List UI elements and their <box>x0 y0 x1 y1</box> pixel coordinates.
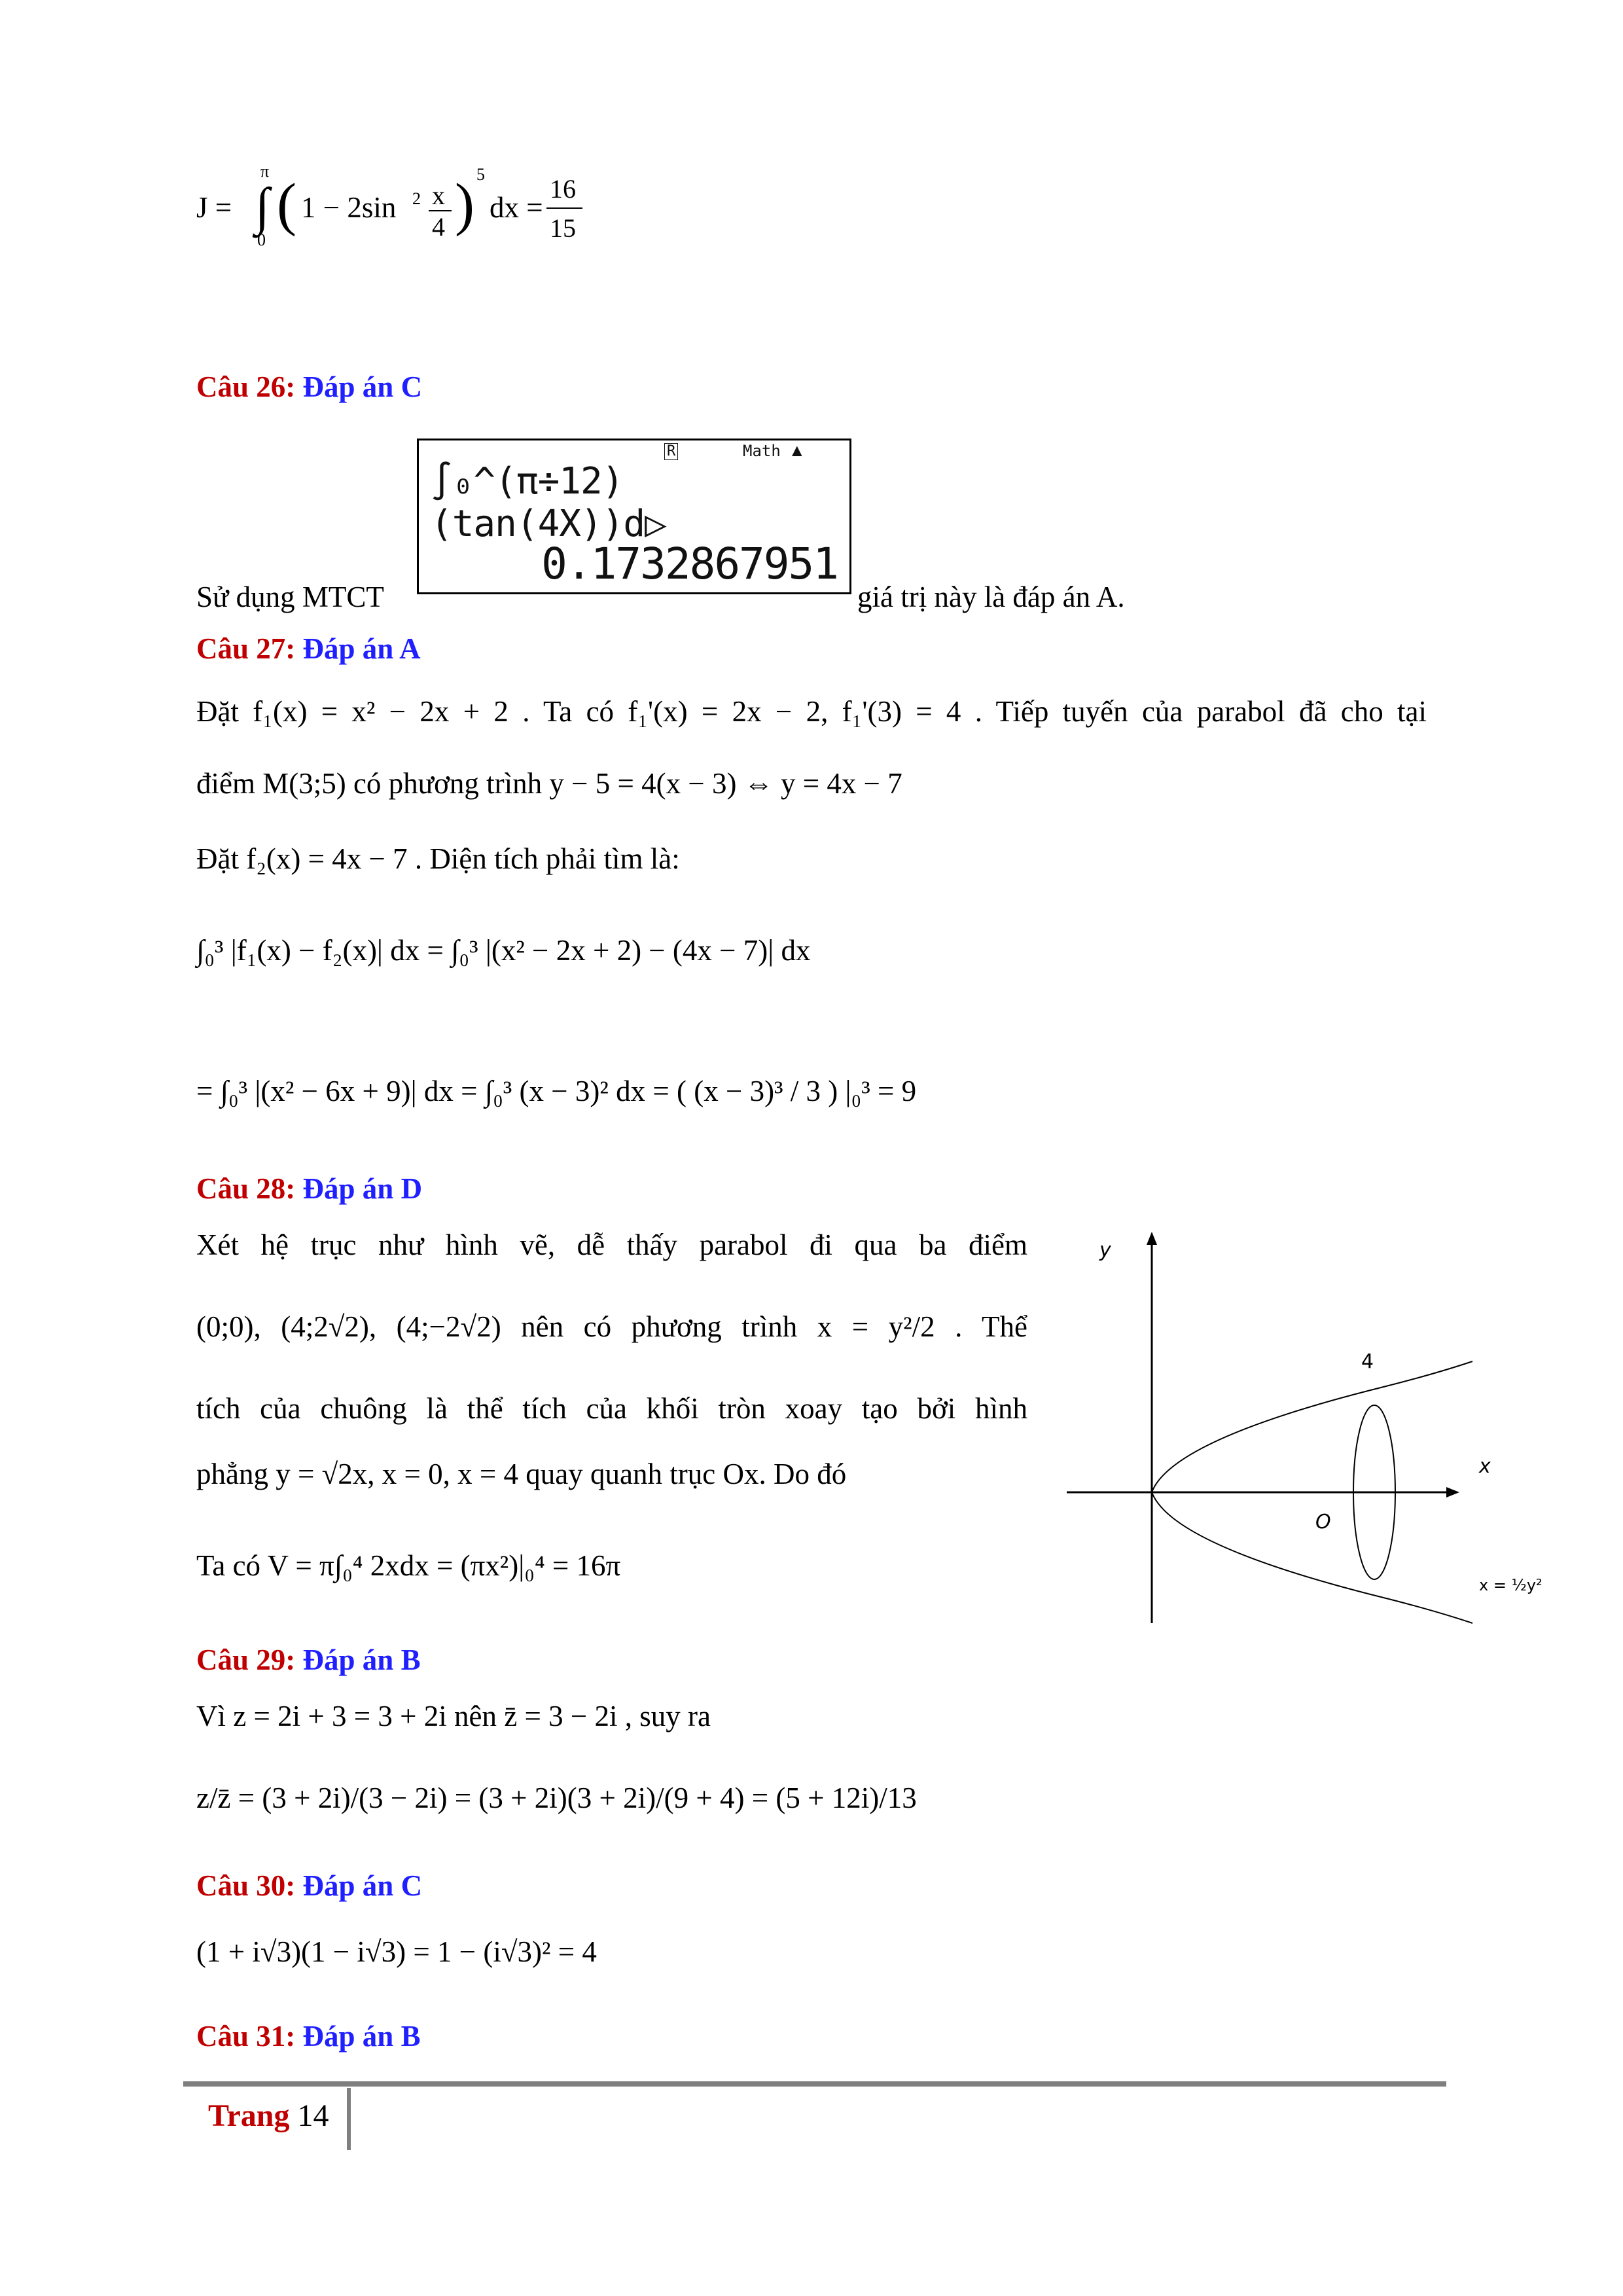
question-28-number: Câu 28: <box>196 1172 296 1205</box>
svg-text:0: 0 <box>257 230 266 249</box>
q28-line-4: phẳng y = √2x, x = 0, x = 4 quay quanh trục Ox. Do đó <box>196 1458 847 1490</box>
calculator-indicator: R <box>664 443 678 460</box>
parabola-upper <box>1152 1361 1472 1492</box>
origin-label: O <box>1315 1511 1331 1534</box>
parabola-figure <box>1067 1230 1577 1636</box>
calculator-result: 0.1732867951 <box>541 539 838 589</box>
page-number <box>208 2098 329 2134</box>
y-axis-label: y <box>1099 1239 1111 1262</box>
question-27-answer: Đáp án A <box>302 632 421 665</box>
question-26-answer: Đáp án C <box>302 370 423 403</box>
question-30-answer: Đáp án C <box>302 1869 423 1902</box>
svg-text:5: 5 <box>476 165 485 184</box>
question-30-number: Câu 30: <box>196 1869 296 1902</box>
parabola-lower <box>1152 1492 1472 1623</box>
curve-equation-label: x = ½y² <box>1479 1576 1543 1594</box>
calculator-mode-arrow: ▲ <box>792 440 802 460</box>
svg-text:dx =: dx = <box>490 191 543 224</box>
svg-text:15: 15 <box>550 213 576 243</box>
q27-formula-2: = ∫₀³ |(x² − 6x + 9)| dx = ∫₀³ (x − 3)² dx = ( (x − 3)³ / 3 ) |₀³ = 9 <box>196 1075 917 1107</box>
parabola-figure-svg <box>1067 1230 1577 1636</box>
svg-text:π: π <box>260 164 270 181</box>
calculator-mode: Math <box>743 442 781 460</box>
q27-formula-1: ∫₀³ |f₁(x) − f₂(x)| dx = ∫₀³ |(x² − 2x + 2) − (4x − 7)| dx <box>196 934 811 967</box>
q27-line-2: điểm M(3;5) có phương trình y − 5 = 4(x − 3) ⇔ y = 4x − 7 <box>196 767 902 800</box>
question-27-heading <box>196 632 421 666</box>
question-29-heading <box>196 1643 421 1677</box>
question-31-heading <box>196 2019 421 2053</box>
q30-formula: (1 + i√3)(1 − i√3) = 1 − (i√3)² = 4 <box>196 1935 597 1968</box>
calculator-expression: ∫₀^(π÷12) (tan(4X))d▷ <box>431 460 666 545</box>
q26-text-after: giá trị này là đáp án A. <box>857 581 1125 613</box>
q28-line-5: Ta có V = π∫₀⁴ 2xdx = (πx²)|₀⁴ = 16π <box>196 1549 621 1582</box>
four-label: 4 <box>1361 1350 1374 1373</box>
question-31-answer: Đáp án B <box>302 2020 421 2053</box>
formula-j <box>196 164 589 256</box>
page-label: Trang <box>208 2098 290 2133</box>
q28-line-2: (0;0), (4;2√2), (4;−2√2) nên có phương trình x = y²/2 . Thể <box>196 1310 1027 1343</box>
q27-line-3: Đặt f₂(x) = 4x − 7 . Diện tích phải tìm là: <box>196 842 680 875</box>
question-29-number: Câu 29: <box>196 1643 296 1676</box>
svg-text:(: ( <box>277 172 296 237</box>
question-28-heading <box>196 1172 422 1206</box>
formula-j-svg <box>196 164 589 249</box>
question-31-number: Câu 31: <box>196 2020 296 2053</box>
svg-text:2: 2 <box>412 189 421 208</box>
footer-divider <box>347 2088 351 2150</box>
svg-text:J =: J = <box>196 191 232 224</box>
question-27-number: Câu 27: <box>196 632 296 665</box>
page-value: 14 <box>297 2098 329 2133</box>
svg-text:): ) <box>455 172 474 237</box>
q28-line-1: Xét hệ trục như hình vẽ, dễ thấy parabol đi qua ba điểm <box>196 1229 1027 1261</box>
y-axis-arrow <box>1147 1232 1157 1245</box>
x-axis-arrow <box>1446 1487 1459 1498</box>
svg-text:1 − 2sin: 1 − 2sin <box>301 191 397 224</box>
question-26-heading <box>196 370 422 404</box>
question-26-number: Câu 26: <box>196 370 296 403</box>
question-30-heading <box>196 1869 422 1903</box>
svg-text:16: 16 <box>550 174 576 204</box>
footer-rule <box>183 2081 1446 2087</box>
x-axis-label: x <box>1479 1455 1491 1478</box>
q29-formula-1: z/z̄ = (3 + 2i)/(3 − 2i) = (3 + 2i)(3 + 2i)/(9 + 4) = (5 + 12i)/13 <box>196 1782 917 1814</box>
q27-line-1: Đặt f₁(x) = x² − 2x + 2 . Ta có f₁'(x) = 2x − 2, f₁'(3) = 4 . Tiếp tuyến của parabol đã cho tại <box>196 695 1427 728</box>
calculator-screen <box>417 439 851 594</box>
svg-text:x: x <box>432 181 445 210</box>
question-28-answer: Đáp án D <box>302 1172 423 1205</box>
question-29-answer: Đáp án B <box>302 1643 421 1676</box>
q29-line-1: Vì z = 2i + 3 = 3 + 2i nên z̄ = 3 − 2i , suy ra <box>196 1700 711 1732</box>
q28-line-3: tích của chuông là thể tích của khối tròn xoay tạo bởi hình <box>196 1392 1027 1425</box>
q26-text-before: Sử dụng MTCT <box>196 581 384 613</box>
svg-text:4: 4 <box>432 212 445 242</box>
svg-text:∫: ∫ <box>255 178 270 236</box>
